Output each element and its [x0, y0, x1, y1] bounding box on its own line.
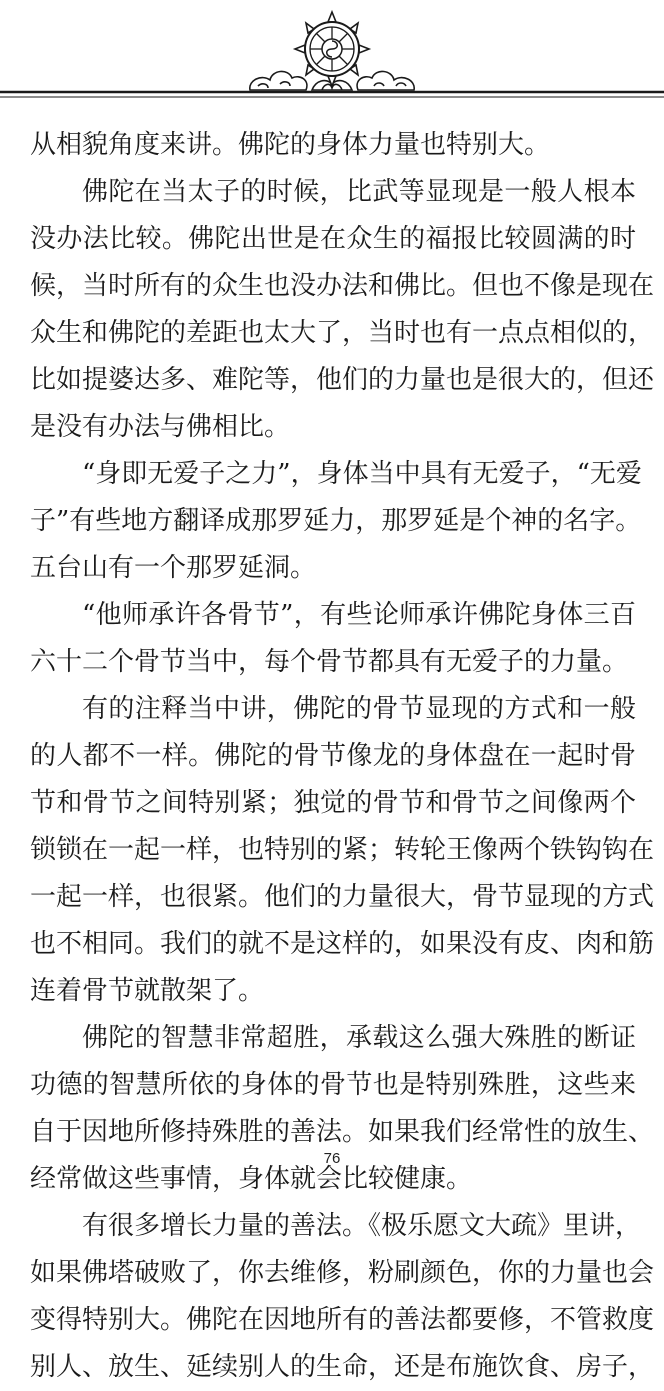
text-line: 五台山有一个那罗延洞。: [30, 553, 317, 583]
text-line: 子”有些地方翻译成那罗延力，那罗延是个神的名字。: [30, 506, 642, 536]
dharma-wheel-ornament: [0, 0, 664, 110]
text-line: 如果佛塔破败了，你去维修，粉刷颜色，你的力量也会: [30, 1258, 655, 1288]
text-line: 别人、放生、延续别人的生命，还是布施饮食、房子，: [30, 1352, 655, 1382]
text-line: 是没有办法与佛相比。: [30, 412, 291, 442]
text-line: 众生和佛陀的差距也太大了，当时也有一点点相似的，: [30, 318, 655, 348]
text-line: 功德的智慧所依的身体的骨节也是特别殊胜，这些来: [30, 1070, 636, 1100]
text-line: “身即无爱子之力”，身体当中具有无爱子，“无爱: [82, 459, 642, 489]
text-line: 连着骨节就散架了。: [30, 976, 265, 1006]
text-line: 节和骨节之间特别紧；独觉的骨节和骨节之间像两个: [30, 788, 636, 818]
text-line: 佛陀在当太子的时候，比武等显现是一般人根本: [82, 177, 636, 207]
text-line: 也不相同。我们的就不是这样的，如果没有皮、肉和筋: [30, 929, 655, 959]
text-line: 的人都不一样。佛陀的骨节像龙的身体盘在一起时骨: [30, 741, 636, 771]
page-header-ornament: [0, 0, 664, 110]
cloud-right-icon: [357, 71, 414, 90]
text-line: 经常做这些事情，身体就会比较健康。: [30, 1164, 473, 1194]
text-line: 候，当时所有的众生也没办法和佛比。但也不像是现在: [30, 271, 655, 301]
text-line: 有的注释当中讲，佛陀的骨节显现的方式和一般: [82, 694, 636, 724]
text-line: 一起一样，也很紧。他们的力量很大，骨节显现的方式: [30, 882, 655, 912]
text-line: 变得特别大。佛陀在因地所有的善法都要修，不管救度: [30, 1305, 655, 1335]
text-line: 六十二个骨节当中，每个骨节都具有无爱子的力量。: [30, 647, 629, 677]
text-line: 有很多增长力量的善法。《极乐愿文大疏》里讲，: [82, 1211, 642, 1241]
text-line: 自于因地所修持殊胜的善法。如果我们经常性的放生、: [30, 1117, 655, 1147]
text-line: 锁锁在一起一样，也特别的紧；转轮王像两个铁钩钩在: [30, 835, 655, 865]
text-line: “他师承许各骨节”，有些论师承许佛陀身体三百: [82, 600, 636, 630]
text-line: 佛陀的智慧非常超胜，承载这么强大殊胜的断证: [82, 1023, 636, 1053]
text-line: 从相貌角度来讲。佛陀的身体力量也特别大。: [30, 130, 551, 160]
text-line: 比如提婆达多、难陀等，他们的力量也是很大的，但还: [30, 365, 655, 395]
text-line: 没办法比较。佛陀出世是在众生的福报比较圆满的时: [30, 224, 636, 254]
cloud-left-icon: [250, 71, 307, 90]
page-number: 76: [323, 1150, 341, 1167]
body-text: [30, 122, 655, 1391]
